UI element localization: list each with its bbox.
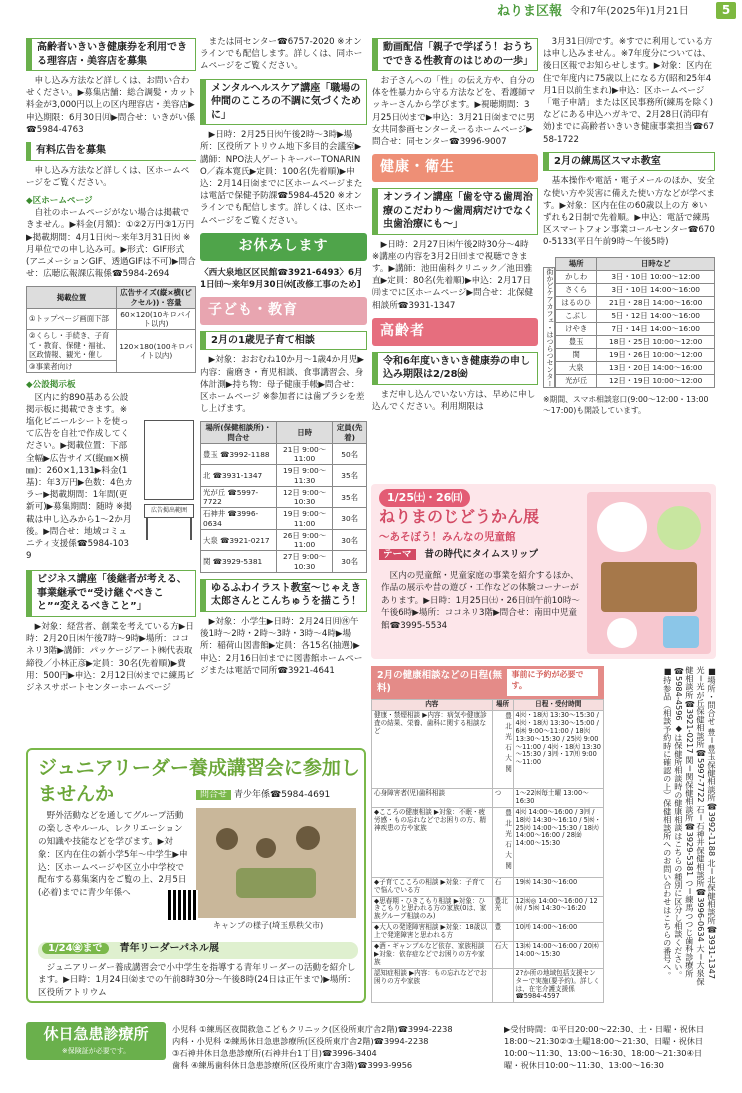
table-cell: 12日・19日 10:00～12:00 [597,374,715,387]
table-cell: 石神井 ☎3996-0634 [201,508,277,530]
table-cell: 1～22㈬毎土曜 13:00～16:30 [513,788,604,807]
article-body-mental-health: ▶日時：2月25日㈫午後2時～3時▶場所：区役所アトリウム地下多目的会議室▶講師：NPO法人ゲートキーパーTONARINO／森本寛氏▶定員：100名(先着順)▶申込：2月14日㈮までに区ホームページまたは電話で保健予防課☎5984-4520 ※オンラインでも配信します。詳しくは、区ホームページをご覧ください。 [200,130,363,226]
table-row [556,335,715,348]
table-cell: はるのひ [556,296,597,309]
article-body-smartphone-class: 基本操作や電話・電子メールのほか、安全な使い方や災害に備えた使い方などが学べます。▶対象：区内在住の60歳以上の方 ※いずれも2日制で先着順。▶申込：電話で練馬区スマートフォン事業コールセンター☎6700-5133(平日午前9時～午後5時) [543,176,715,248]
article-body-senior-coupon: まだ申し込んでいない方は、早めに申し込んでください。利用期限は [372,389,536,412]
expo-date: 1/25㈯・26㈰ [379,489,470,507]
table-cell: 4㈫ 14:00～16:00 / 3㈪ / 18㈫ 14:30～16:10 / 5㈬・25㈫ 14:00～15:30 / 18㈫ 14:00～16:00 / 28㈮ 14:00～15:30 [513,807,604,877]
table-cell: 26日 9:00～11:00 [276,529,332,551]
column-1 [26,36,196,700]
table-row [201,465,367,487]
table-cell: 豊玉 [556,335,597,348]
table-cell: こぶし [556,309,597,322]
table-row [556,322,715,335]
table-header: 場所 [556,257,597,270]
table-header: 掲載位置 [27,287,117,309]
table-cell: 50名 [333,443,367,465]
table-cell: 12㈬◎ 14:00～16:00 / 12㈬ / 5㈬ 14:30～16:20 [513,896,604,923]
expo-theme [379,548,547,561]
table-cell: 光が丘 ☎5997-7722 [201,486,277,508]
section-band-kids-education: 子ども・教育 [200,297,367,325]
table-cell: 19日 9:00～11:30 [276,465,332,487]
table-cell: 12日 9:00～10:30 [276,486,332,508]
expo-body: 区内の児童館・児童家庭の事業を紹介するほか、作品の展示や昔の遊び・工作などの体験コーナーがあります。▶日時：1月25日㈯・26日㈰午前10時～午後6時▶場所：ココネリ3階▶問合せ：南田中児童館☎3995-5534 [381,571,580,631]
table-header: 場所 [492,699,513,710]
table-cell: 大泉 ☎3921-0217 [201,529,277,551]
table-cell: 心身障害者(児)歯科相談 [372,788,493,807]
article-title-dental-course: オンライン講座「歯を守る歯周治療のこだわり～歯周病だけでなく虫歯治療にも～」 [372,188,538,235]
table-cell: 21日・28日 14:00～16:00 [597,296,715,309]
table-cell: 35名 [333,465,367,487]
bulletin-board-body: 区内に約890基ある公設掲示板に掲載できます。※塩化ビニールシートを使って広告を自社で作成してください。▶掲載位置：下部全幅▶広告サイズ(縦㎜×横㎜)：260×1,131▶料金(1基)：年3万円▶色数：4色カラー▶掲載期間：1年間(更新可)▶募集期間：随時 ※掲載は申し込みから1～2か月後。▶問合せ：地域コミュニティ支援係☎5984-1039 [26,392,133,562]
table-row [372,877,604,896]
table-row [201,443,367,465]
bulletin-board-diagram [140,420,196,540]
article-title-business-seminar: ビジネス講座「後継者が考える、事業継承で“受け継ぐべきこと”“変えるべきこと”」 [26,570,196,617]
photo-caption: キャンプの様子(埼玉県秩父市) [213,921,324,930]
table-cell: 光が丘 [556,374,597,387]
table-cell: 5日・12日 14:00～16:00 [597,309,715,322]
table-cell: 13㈭ 14:00～16:00 / 20㈭ 14:00～15:30 [513,942,604,969]
table-cell: 関 ☎3929-5381 [201,551,277,573]
table-cell: 30名 [333,529,367,551]
table-cell [492,968,513,1003]
table-cell: 豊北光石大関 [492,710,513,788]
article-title-video: 動画配信「親子で学ぼう！おうちでできる性教育のはじめの一歩」 [372,38,538,71]
table-cell: 30名 [333,508,367,530]
table-row [372,788,604,807]
consult-locations-vertical-text: ■場所・問合せ 豊＝豊玉保健相談所☎3992-1188 北＝北保健相談所☎3931-1347 光＝光が丘保健相談所☎5997-7722 石＝石神井保健相談所☎3996-0634 大＝大泉保健相談所☎3921-0217 関＝関保健相談所☎3929-5381 つ＝練馬つつじ歯科診療所☎5984-4596 ◆は保健所相談時の健康相談はこちらの種別に区分し相談ください。■持参品（相談予約時に確認の上）保健相談所へのお問い合わせはこちらの番号へ。 [662,666,717,986]
table-cell: 健康・禁煙相談 ▶内容：病気や健康診査の結果、栄養、歯科に関する相談など [372,710,493,788]
inquiry-text: 青少年係☎5984-4691 [234,790,331,800]
table-cell: 10㈪ 14:00～16:00 [513,923,604,942]
table-cell: 北 ☎3931-1347 [201,465,277,487]
column-4 [543,36,715,422]
table-row [201,486,367,508]
table-cell: 19㈬ 14:30～16:00 [513,877,604,896]
table-header: 内容 [372,699,493,710]
subheading-website-ads: ◆区ホームページ [26,195,93,206]
table-cell: 120×180(100キロバイト以内) [116,330,195,373]
health-consult-schedule [371,666,604,1003]
table-cell: 豊北光 [492,896,513,923]
table-cell: ◆こころの健康相談 ▶対象：不眠・疲労感・もの忘れなどでお困りの方、精神疾患の方や家族 [372,807,493,877]
table-cell: 7日・14日 14:00～16:00 [597,322,715,335]
table-cell: けやき [556,322,597,335]
clinic-hours: ▶受付時間：①平日20:00～22:30、土・日曜・祝休日18:00～21:30②③土曜18:00～21:30、日曜・祝休日10:00～11:30、13:00～16:30、18:00～21:30④日曜・祝休日10:00～11:30、13:00～16:30 [504,1024,705,1070]
table-row [556,361,715,374]
table-cell: 19日 9:00～11:00 [276,508,332,530]
article-title-illustration-class: ゆるふわイラスト教室～じゃえき太郎さんとこんちゅうを描こう！ [200,579,367,612]
expo-photo-collage [587,492,711,654]
bulletin-board-label: 広告掲出範囲 [144,504,194,518]
table-row [372,807,604,877]
table-cell: ③事業者向け [27,361,117,373]
panel-exhibit-date: 1/24㊎まで [42,943,109,954]
table-row [372,968,604,1003]
continued-body: または同センター☎6757-2020 ※オンラインでも配信します。詳しくは、同ホームページをご覧ください。 [200,37,363,72]
table-cell: 2?か所の地域包括支援センターで実施(要予約)。詳しくは、在宅介護支援係☎5984-4597 [513,968,604,1003]
table-cell: 豊 [492,923,513,942]
table-header: 定員(先着) [333,422,367,444]
panel-exhibit-body: ジュニアリーダー養成講習会で小中学生を指導する青年リーダーの活動を紹介します。▶日時：1月24日㈮までの午前8時30分～午後8時(24日は正午まで)▶場所：区役所アトリウム [38,963,356,998]
table-row [556,296,715,309]
schedule-header [371,666,604,699]
article-body-health-coupon-shops: 申し込み方法など詳しくは、お問い合わせください。▶募集店舗：総合調髪・カット料金が3,000円以上の区内理容店・美容店▶申込期限：6月30日㈪▶問合せ：いきがい係☎5984-4763 [26,76,196,135]
table-header: 日時 [276,422,332,444]
page-header [0,0,742,22]
table-header: 日時など [597,257,715,270]
article-body-illustration-class: ▶対象：小学生▶日時：2月24日㈪㊡午後1時～2時・2時～3時・3時～4時▶場所：稲荷山図書館▶定員：各15名(抽選)▶申込：2月16日㈰までに図書館ホームページまたは電話で同所☎3921-4641 [200,616,363,676]
table-cell: ◆思春期・ひきこもり相談 ▶対象：ひきこもりと思われる方の家族(0は、家族グループ相談のみ) [372,896,493,923]
table-cell: 21日 9:00～11:00 [276,443,332,465]
table-side-label: 街かどケアカフェ・はつらつセンター [543,267,555,388]
inquiry-tag: 問合せ [196,790,231,800]
list-item: ③石神井休日急患診療所(石神井台1丁目)☎3996-3404 [172,1048,377,1058]
holiday-clinic-name [26,1022,166,1060]
table-cell: さくら [556,283,597,296]
table-cell: 13日・20日 14:00～16:00 [597,361,715,374]
clinic-note: ※保険証が必要です。 [61,1047,131,1055]
column-3 [372,36,538,419]
junior-leader-inquiry [196,789,330,802]
table-row [372,896,604,923]
childrens-hall-expo-panel [371,484,716,659]
toddler-consult-table [200,421,367,573]
table-header: 場所(保健相談所)・問合せ [201,422,277,444]
panel-exhibit-heading [38,942,358,959]
qr-code-icon[interactable] [168,890,198,920]
junior-leader-title: ジュニアリーダー養成講習会に参加しませんか [38,757,360,805]
article-body-business-seminar: ▶対象：経営者、創業を考えている方▶日時：2月20日㈭午後7時～9時▶場所：ココネリ3階▶講師：パッケージアート㈱代表取締役／小林正彦▶定員：30名(先着順)▶費用：500円▶申込：2月12日㈬までに練馬ビジネスサポートセンターホームページ [26,621,195,693]
article-body-toddler-consult: ▶対象：おおむね10か月～1歳4か月児▶内容：歯磨き・育児相談、食事講習会、身体計測▶持ち物：母子健康手帳▶問合せ：区ホームページ ※参加者には歯ブラシを差し上げます。 [200,355,365,415]
junior-leader-body: 野外活動などを通してグループ活動の楽しさやルール、レクリエーションの知識や技能などを学びます。▶対象：区内在住の新小学5年～中学生▶申込：区ホームページや区立小中学校で配布する募集案内をご覧の上、2月5日(必着)までに青少年係へ [38,811,188,899]
camp-photo [196,808,356,918]
table-cell: 関 [556,348,597,361]
theme-tag: テーマ [379,549,416,560]
table-row [556,348,715,361]
table-row [201,508,367,530]
table-cell: ①トップページ画面下部 [27,308,117,330]
table-cell: 石大 [492,942,513,969]
subheading-bulletin-board: ◆公設掲示板 [26,380,76,391]
article-title-senior-coupon-deadline: 令和6年度いきいき健康券の申し込み期限は2/28㈮ [372,352,538,385]
article-title-mental-health: メンタルヘルスケア講座「職場の仲間のこころの不調に気づくために」 [200,79,367,126]
expo-title: ねりまのじどうかん展 [379,507,540,526]
schedule-table [371,699,604,1003]
table-cell: 30名 [333,551,367,573]
table-cell: 3日・10日 10:00～12:00 [597,270,715,283]
table-cell: 27日 9:00～10:30 [276,551,332,573]
reservation-note: 事前に予約が必要です。 [507,669,599,696]
table-cell: 18日・25日 10:00～12:00 [597,335,715,348]
article-body-paid-ads: 申し込み方法など詳しくは、区ホームページをご覧ください。 [26,165,190,188]
list-item: 小児科 ①練馬区夜間救急こどもクリニック(区役所東庁舎2階)☎3994-2238 [172,1024,453,1034]
table-cell: 豊北光石大関 [492,807,513,877]
table-cell: 60×120(10キロバイト以内) [116,308,195,330]
smartphone-class-table [555,257,715,388]
article-body-dental-course: ▶日時：2月27日㈭午後2時30分～4時 ※講座の内容を3月2日㈰まで視聴できます。▶講師：池田歯科クリニック／池田雅直▶定員：80名(先着順)▶申込：2月17日㈪までに区ホームページ▶問合せ：北保健相談所☎3931-1347 [372,239,534,311]
table-cell: 石 [492,877,513,896]
table-row [372,923,604,942]
article-title-paid-ads: 有料広告を募集 [26,142,196,161]
table-row [556,309,715,322]
table-cell: 認知症相談 ▶内容：もの忘れなどでお困りの方や家族 [372,968,493,1003]
table-row [372,942,604,969]
issue-date: 令和7年(2025年)1月21日 [570,6,689,17]
table-cell: 19日・26日 10:00～12:00 [597,348,715,361]
panel-exhibit-title: 青年リーダーパネル展 [119,943,220,954]
column-2 [200,36,367,683]
theme-text: 昔の時代にタイムスリップ [424,549,538,560]
section-band-closure: お休みします [200,233,367,261]
clinic-list [172,1023,502,1071]
table-row [372,710,604,788]
clinic-title: 休日急患診療所 [43,1025,149,1043]
table-row [201,551,367,573]
table-cell: ◆子育てこころの相談 ▶対象：子育てで悩んでいる方 [372,877,493,896]
list-item: 歯科 ④練馬歯科休日急患診療所(区役所東庁舎3階)☎3993-9956 [172,1060,413,1070]
table-header: 広告サイズ(縦×横(ピクセル))・容量 [116,287,195,309]
table-cell: かしわ [556,270,597,283]
closure-body: 〈西大泉地区区民館☎3921-6493〉6月1日㈰～来年9月30日㈬[改修工事のため] [200,267,363,290]
article-title-smartphone-class: 2月の練馬区スマホ教室 [543,152,715,172]
table-cell: ◆大人の発達障害相談 ▶対象：18歳以上で発達障害と思われる方 [372,923,493,942]
table-header: 日程・受付時間 [513,699,604,710]
table-row [556,283,715,296]
section-band-health: 健康・衛生 [372,154,538,182]
smartphone-table-wrap [543,255,715,394]
table-cell: 3日・10日 14:00～16:00 [597,283,715,296]
list-item: 内科・小児科 ②練馬休日急患診療所(区役所東庁舎2階)☎3994-2238 [172,1036,429,1046]
website-ads-body: 自社のホームページがない場合は掲載できません。▶料金(月額)：①②2万円③1万円▶掲載期間：4月1日㈫～来年3月31日㈫ ※月単位での申し込み可。▶形式：GIF形式(アニメーションGIF、透過GIFは不可)▶問合せ：広聴広報課広報係☎5984-2694 [26,208,196,280]
holiday-clinic-footer [26,1022,716,1070]
table-cell: 大泉 [556,361,597,374]
table-row [201,529,367,551]
article-body-video: お子さんへの「性」の伝え方や、自分の体を性暴力から守る方法などを、看護師マッキーさんから学びます。▶視聴期間：3月25日㈫まで▶申込：3月21日㈮までに男女共同参画センターえーるホームページ▶問合せ：同センター☎3996-9007 [372,76,536,148]
table-cell: 35名 [333,486,367,508]
junior-leader-panel [26,748,366,1003]
page-number: 5 [716,2,736,19]
table-row [556,270,715,283]
table-cell: ◆酒・ギャンブルなど依存、家族相談 ▶対象：依存症などでお困りの方や家族 [372,942,493,969]
expo-subtitle: ～あそぼう！みんなの児童館 [379,531,516,543]
article-title-health-coupon-shops: 高齢者いきいき健康券を利用できる理容店・美容店を募集 [26,38,196,71]
ad-size-table [26,286,196,373]
table-cell: 4㈫・18㈫ 13:30～15:30 / 4㈫・18㈫ 13:30～15:00 / 6㈭ 9:00～11:00 / 18㈫ 13:30～15:30 / 25㈫ 9:00～11:00 / 4㈫・18㈫ 13:30～15:30 / 3㈪・17㈪ 9:00～11:00 [513,710,604,788]
continued-body: 3月31日㈪です。※すでに利用している方は申し込みません。※7年度分については、後日区報でお知らせします。▶対象：区内在住で年度内に75歳以上になる方(昭和25年4月1日以前生まれ)▶申込：区ホームページ「電子申請」または区民事務所(練馬を除く)などにある申込ハガキで、2月28日(消印有効)までに高齢者いきいき健康事業担当☎6758-1722 [543,37,715,145]
table-cell: つ [492,788,513,807]
article-title-toddler-consult: 2月の1歳児子育て相談 [200,331,367,351]
brand-name: ねりま区報 [497,4,563,19]
table-cell: 豊玉 ☎3992-1188 [201,443,277,465]
table-row [556,374,715,387]
table-cell: ②くらし・手続き、子育て・教育、保健・福祉、区政情報、観光・催し [27,330,117,361]
schedule-title: 2月の健康相談などの日程(無料) [377,670,502,695]
section-band-seniors: 高齢者 [372,318,538,346]
smartphone-note: ※期間、スマホ相談窓口(9:00～12:00・13:00～17:00)も開設しています。 [543,394,709,415]
